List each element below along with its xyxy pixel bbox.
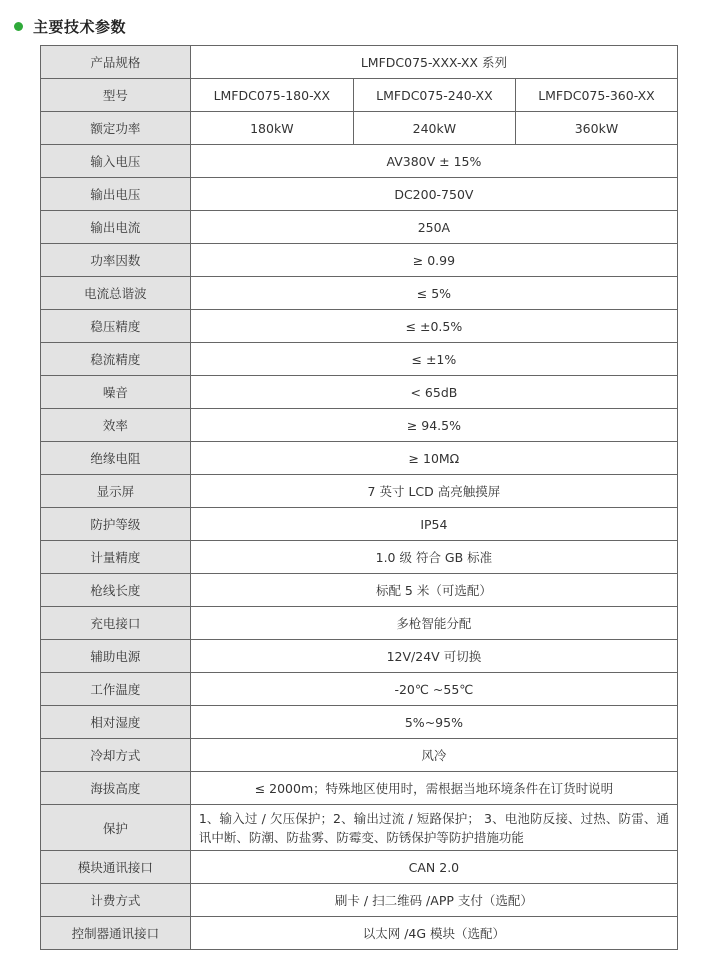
spec-table-body xyxy=(41,46,678,950)
table-row xyxy=(41,706,678,739)
row-value: 12V/24V 可切换 xyxy=(190,640,677,673)
row-label: 功率因数 xyxy=(41,244,191,277)
row-value: 1、输入过 / 欠压保护；2、输出过流 / 短路保护； 3、电池防反接、过热、防雷、通讯中断、防潮、防盐雾、防霉变、防锈保护等防护措施功能 xyxy=(190,805,677,851)
row-value: ≤ 5% xyxy=(190,277,677,310)
model-value: LMFDC075-240-XX xyxy=(353,79,515,112)
table-row-series xyxy=(41,46,678,79)
table-row xyxy=(41,475,678,508)
row-label: 稳流精度 xyxy=(41,343,191,376)
row-label: 输出电压 xyxy=(41,178,191,211)
row-value: 5%~95% xyxy=(190,706,677,739)
table-row xyxy=(41,574,678,607)
row-label: 额定功率 xyxy=(41,112,191,145)
row-value: ≤ 2000m；特殊地区使用时，需根据当地环境条件在订货时说明 xyxy=(190,772,677,805)
row-label: 效率 xyxy=(41,409,191,442)
section-header xyxy=(14,13,126,39)
row-value: CAN 2.0 xyxy=(190,851,677,884)
row-label: 防护等级 xyxy=(41,508,191,541)
table-row-power xyxy=(41,112,678,145)
power-value: 360kW xyxy=(515,112,677,145)
table-row xyxy=(41,376,678,409)
row-label: 电流总谐波 xyxy=(41,277,191,310)
row-value: 刷卡 / 扫二维码 /APP 支付（选配） xyxy=(190,884,677,917)
table-row xyxy=(41,640,678,673)
table-row xyxy=(41,244,678,277)
row-label: 型号 xyxy=(41,79,191,112)
bullet-dot-icon xyxy=(14,22,23,31)
row-value: ≥ 94.5% xyxy=(190,409,677,442)
row-label: 控制器通讯接口 xyxy=(41,917,191,950)
row-label: 输出电流 xyxy=(41,211,191,244)
table-row xyxy=(41,343,678,376)
spec-table xyxy=(40,45,678,950)
power-value: 240kW xyxy=(353,112,515,145)
model-value: LMFDC075-360-XX xyxy=(515,79,677,112)
table-row xyxy=(41,739,678,772)
row-value: -20℃ ~55℃ xyxy=(190,673,677,706)
row-label: 计量精度 xyxy=(41,541,191,574)
table-row xyxy=(41,917,678,950)
table-row xyxy=(41,442,678,475)
table-row xyxy=(41,409,678,442)
section-title: 主要技术参数 xyxy=(33,17,127,36)
table-row xyxy=(41,211,678,244)
row-label: 工作温度 xyxy=(41,673,191,706)
table-row xyxy=(41,541,678,574)
series-value: LMFDC075-XXX-XX 系列 xyxy=(190,46,677,79)
row-label: 模块通讯接口 xyxy=(41,851,191,884)
row-value: IP54 xyxy=(190,508,677,541)
row-value: 多枪智能分配 xyxy=(190,607,677,640)
row-label: 海拔高度 xyxy=(41,772,191,805)
table-row xyxy=(41,607,678,640)
row-label: 相对湿度 xyxy=(41,706,191,739)
table-row xyxy=(41,310,678,343)
power-value: 180kW xyxy=(190,112,353,145)
table-row xyxy=(41,277,678,310)
table-row xyxy=(41,145,678,178)
row-label: 显示屏 xyxy=(41,475,191,508)
table-row xyxy=(41,772,678,805)
row-value: 标配 5 米（可选配） xyxy=(190,574,677,607)
row-value: 250A xyxy=(190,211,677,244)
row-value: 风冷 xyxy=(190,739,677,772)
row-value: ≤ ±1% xyxy=(190,343,677,376)
row-value: < 65dB xyxy=(190,376,677,409)
row-value: AV380V ± 15% xyxy=(190,145,677,178)
row-value: DC200-750V xyxy=(190,178,677,211)
row-value: ≥ 10MΩ xyxy=(190,442,677,475)
row-label: 产品规格 xyxy=(41,46,191,79)
row-label: 冷却方式 xyxy=(41,739,191,772)
table-row xyxy=(41,673,678,706)
row-label: 噪音 xyxy=(41,376,191,409)
table-row-model xyxy=(41,79,678,112)
row-label: 保护 xyxy=(41,805,191,851)
table-row xyxy=(41,805,678,851)
row-value: ≤ ±0.5% xyxy=(190,310,677,343)
row-value: 7 英寸 LCD 高亮触摸屏 xyxy=(190,475,677,508)
table-row xyxy=(41,178,678,211)
row-label: 绝缘电阻 xyxy=(41,442,191,475)
model-value: LMFDC075-180-XX xyxy=(190,79,353,112)
row-value: 1.0 级 符合 GB 标准 xyxy=(190,541,677,574)
table-row xyxy=(41,884,678,917)
row-label: 充电接口 xyxy=(41,607,191,640)
table-row xyxy=(41,851,678,884)
row-label: 计费方式 xyxy=(41,884,191,917)
row-value: 以太网 /4G 模块（选配） xyxy=(190,917,677,950)
row-label: 辅助电源 xyxy=(41,640,191,673)
table-row xyxy=(41,508,678,541)
row-label: 枪线长度 xyxy=(41,574,191,607)
row-value: ≥ 0.99 xyxy=(190,244,677,277)
row-label: 输入电压 xyxy=(41,145,191,178)
row-label: 稳压精度 xyxy=(41,310,191,343)
